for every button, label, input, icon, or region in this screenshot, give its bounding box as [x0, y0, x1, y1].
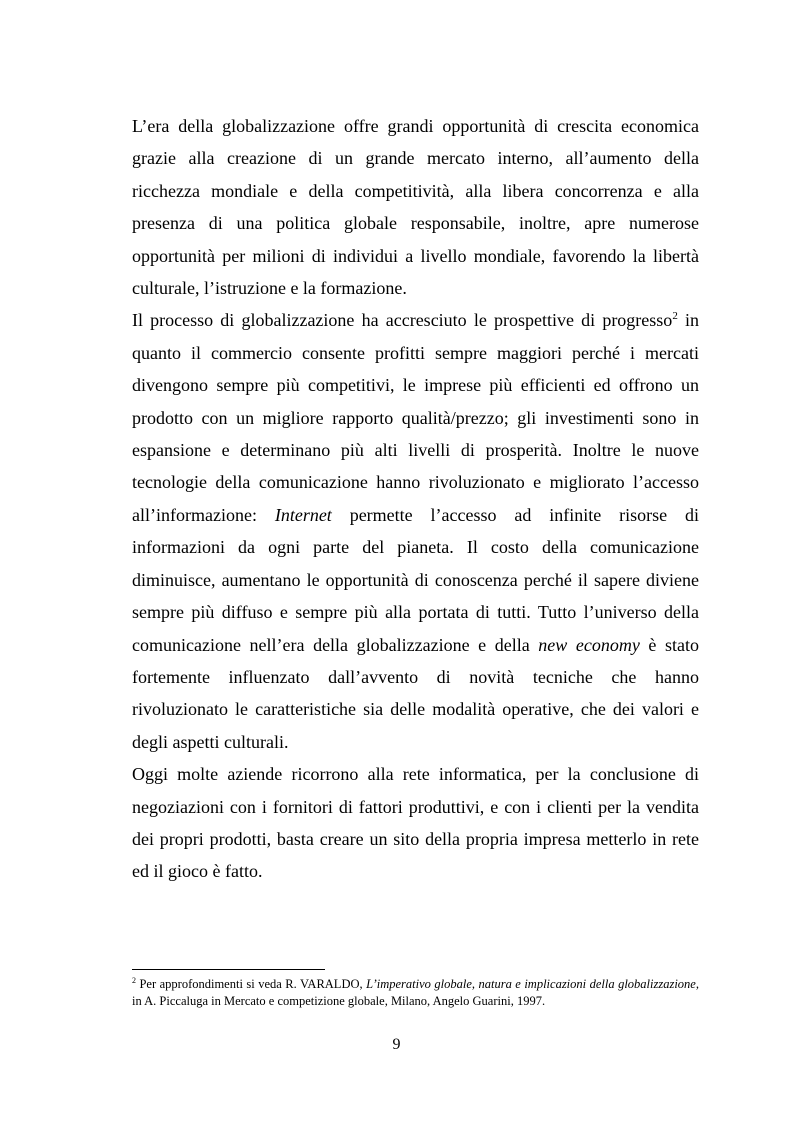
paragraph-2-part-3: permette l’accesso ad infinite risorse di informazioni da ogni parte del pianeta. Il costo della comunicazione diminuisce, aumentano le opportunità di conoscenza perché il sapere diviene sempre più diffuso e sempre più alla portata di tutti. Tutto l’universo della comunicazione nell’era della globalizzazione e della	[132, 504, 699, 655]
footnote	[132, 976, 699, 1010]
paragraph-3: Oggi molte aziende ricorrono alla rete informatica, per la conclusione di negoziazioni con i fornitori di fattori produttivi, e con i clienti per la vendita dei propri prodotti, basta creare un sito della propria impresa metterlo in rete ed il gioco è fatto.	[132, 764, 699, 882]
footnote-text-1: Per approfondimenti si veda R. VARALDO,	[136, 977, 367, 991]
italic-internet: Internet	[274, 504, 332, 525]
body-text	[132, 110, 699, 888]
footnote-text-2: in A. Piccaluga in Mercato e competizione globale, Milano, Angelo Guarini, 1997.	[132, 994, 546, 1008]
paragraph-2	[132, 304, 699, 758]
footnote-title: L’imperativo globale, natura e implicazioni della globalizzazione,	[366, 977, 699, 991]
footnote-separator	[132, 969, 325, 970]
footnote-number: 2	[132, 975, 136, 985]
paragraph-2-part-2: in quanto il commercio consente profitti sempre maggiori perché i mercati divengono sempre più competitivi, le imprese più efficienti ed offrono un prodotto con un migliore rapporto qualità/prezzo; gli investimenti sono in espansione e determinano più alti livelli di prosperità. Inoltre le nuove tecnologie della comunicazione hanno rivoluzionato e migliorato l’accesso all’informazione:	[132, 310, 699, 525]
paragraph-1: L’era della globalizzazione offre grandi opportunità di crescita economica grazie alla creazione di un grande mercato interno, all’aumento della ricchezza mondiale e della competitività, alla libera concorrenza e alla presenza di una politica globale responsabile, inoltre, apre numerose opportunità per milioni di individui a livello mondiale, favorendo la libertà culturale, l’istruzione e la formazione.	[132, 116, 699, 299]
italic-new-economy: new economy	[538, 634, 640, 655]
paragraph-2-part-1: Il processo di globalizzazione ha accresciuto le prospettive di progresso	[132, 310, 673, 331]
page-number: 9	[392, 1036, 401, 1053]
paragraph-2-part-4: è stato fortemente influenzato dall’avvento di novità tecniche che hanno rivoluzionato le caratteristiche sia delle modalità operative, che dei valori e degli aspetti culturali.	[132, 634, 699, 752]
footnote-reference: 2	[672, 310, 678, 323]
